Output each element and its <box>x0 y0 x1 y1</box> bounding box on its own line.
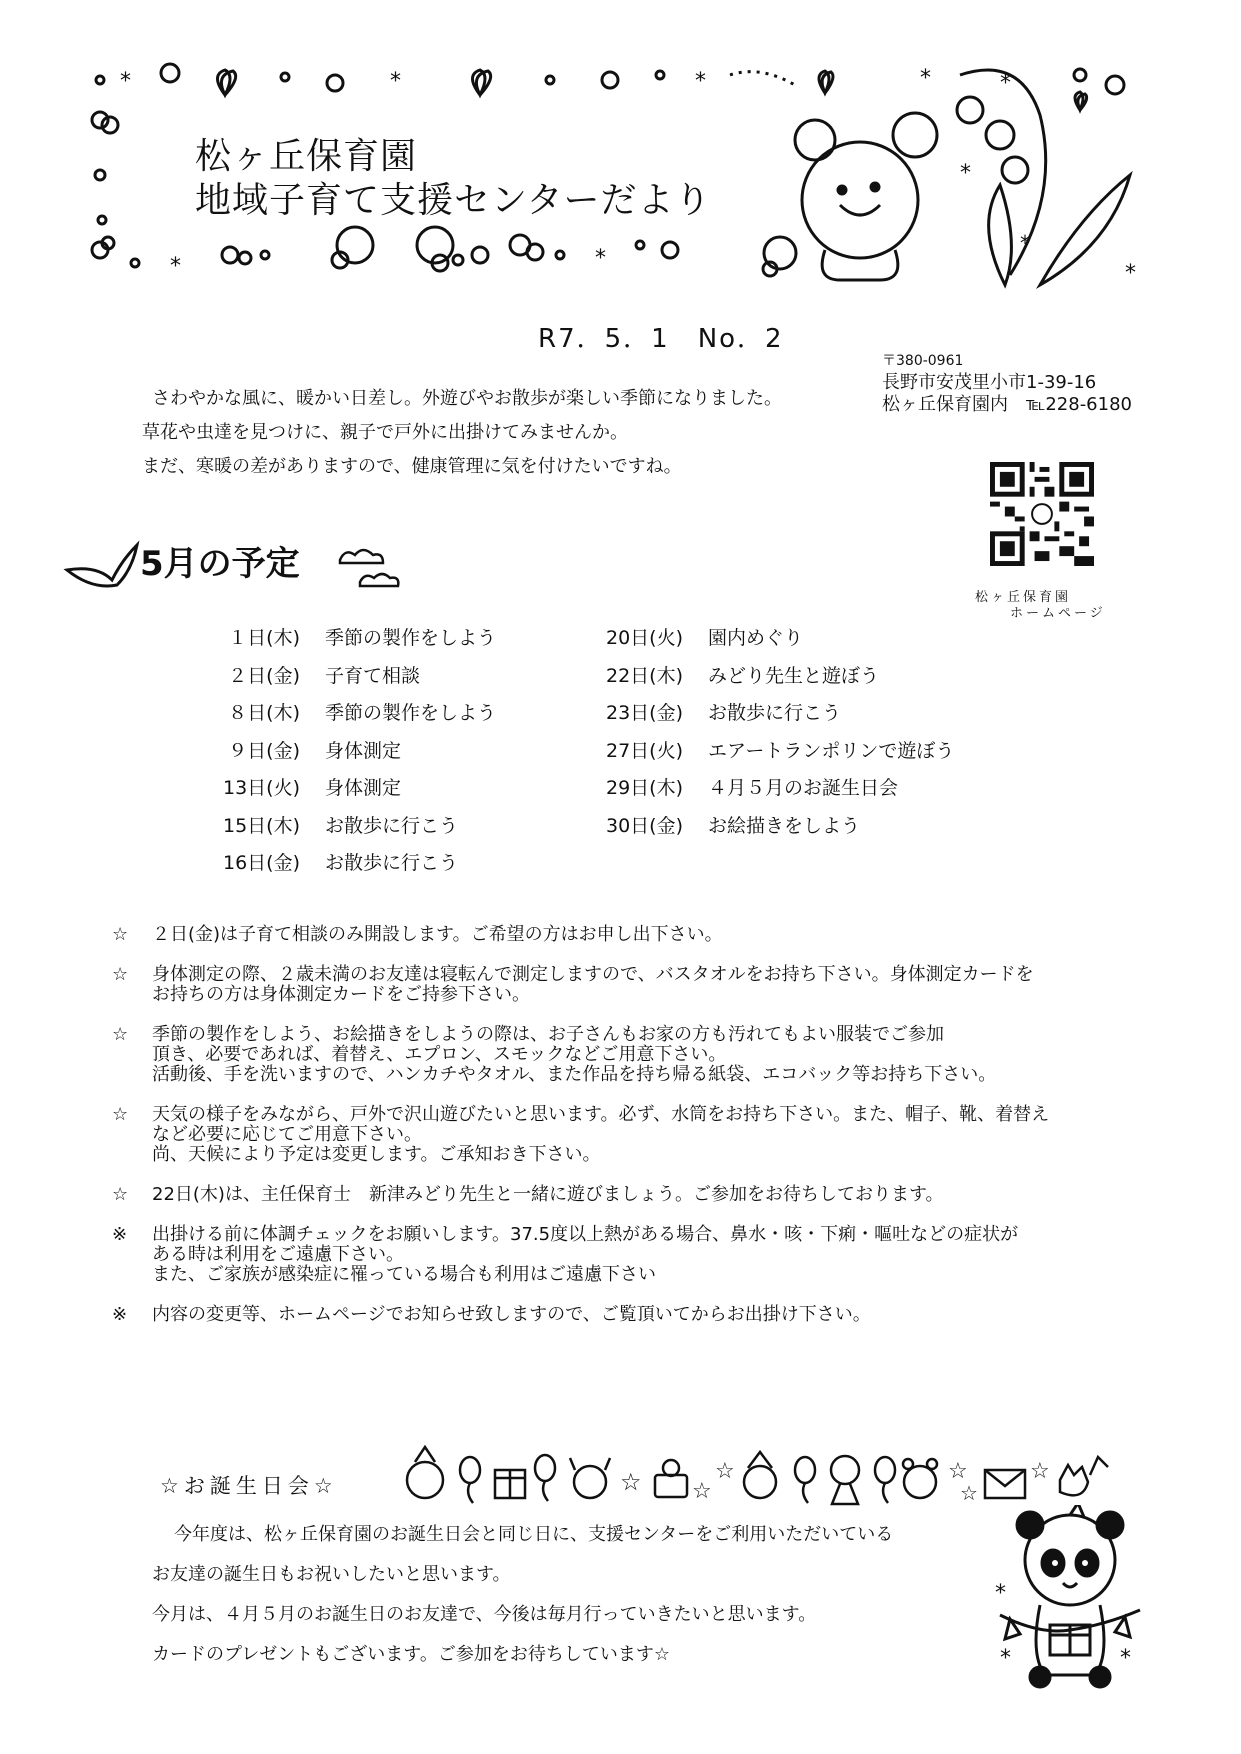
intro-text <box>142 382 872 484</box>
svg-text:*: * <box>960 161 971 186</box>
birthday-line: カードのプレゼントもございます。ご参加をお待ちしています☆ <box>152 1644 670 1665</box>
schedule-event: 子育て相談 <box>325 664 421 687</box>
svg-text:☆: ☆ <box>948 1459 968 1484</box>
schedule-row <box>195 656 496 694</box>
note-mark: ☆ <box>112 924 129 945</box>
schedule-row <box>578 693 954 731</box>
note-item <box>112 1105 1142 1165</box>
schedule-row <box>195 768 496 806</box>
note-line: ある時は利用をご遠慮下さい。 <box>152 1244 404 1265</box>
intro-line: まだ、寒暖の差がありますので、健康管理に気を付けたいですね。 <box>142 456 682 477</box>
note-line: 頂き、必要であれば、着替え、エプロン、スモックなどご用意下さい。 <box>152 1044 727 1065</box>
panda-illustration <box>995 1505 1145 1695</box>
qr-label <box>975 590 1106 622</box>
postal-code: 〒380-0961 <box>882 353 964 369</box>
title-line-2: 地域子育て支援センターだより <box>195 180 712 221</box>
svg-text:*: * <box>695 69 706 94</box>
schedule-row <box>578 731 954 769</box>
schedule-row <box>578 768 954 806</box>
schedule-event: お散歩に行こう <box>708 702 842 725</box>
birthday-line: お友達の誕生日もお祝いしたいと思います。 <box>152 1564 511 1585</box>
schedule-date: 22日(木) <box>605 664 683 687</box>
schedule-event: 身体測定 <box>325 739 402 762</box>
note-line: 出掛ける前に体調チェックをお願いします。37.5度以上熱がある場合、鼻水・咳・下痢・嘔吐などの症状が <box>152 1224 1019 1245</box>
svg-text:*: * <box>170 254 181 279</box>
note-item <box>112 1305 1142 1325</box>
schedule-event: お絵描きをしよう <box>708 814 861 837</box>
svg-text:*: * <box>1000 1646 1011 1671</box>
birthday-icons-row <box>400 1440 1120 1510</box>
svg-text:*: * <box>1125 261 1136 286</box>
svg-text:*: * <box>595 246 606 271</box>
schedule-date: ２日(金) <box>228 664 300 687</box>
svg-text:*: * <box>1120 1646 1131 1671</box>
note-line: 22日(木)は、主任保育士 新津みどり先生と一緒に遊びましょう。ご参加をお待ちしております。 <box>152 1184 944 1205</box>
svg-text:☆: ☆ <box>620 1468 642 1496</box>
schedule-date: 27日(火) <box>605 739 683 762</box>
page-title <box>195 135 712 223</box>
schedule-date: ９日(金) <box>228 739 300 762</box>
schedule-row <box>195 843 496 881</box>
svg-text:☆: ☆ <box>960 1481 978 1505</box>
address-block <box>882 350 1132 416</box>
note-line: ２日(金)は子育て相談のみ開設します。ご希望の方はお申し出下さい。 <box>152 924 723 945</box>
intro-line: さわやかな風に、暖かい日差し。外遊びやお散歩が楽しい季節になりました。 <box>152 388 782 409</box>
schedule-date: 16日(金) <box>222 852 300 875</box>
schedule-event: お散歩に行こう <box>325 852 459 875</box>
schedule-right-column <box>578 618 954 843</box>
svg-text:*: * <box>1020 231 1030 255</box>
svg-text:*: * <box>920 66 931 91</box>
schedule-event: 園内めぐり <box>708 627 804 650</box>
schedule-event: 季節の製作をしよう <box>325 702 497 725</box>
schedule-event: 身体測定 <box>325 777 402 800</box>
note-mark: ☆ <box>112 964 129 985</box>
schedule-date: 23日(金) <box>605 702 683 725</box>
note-line: お持ちの方は身体測定カードをご持参下さい。 <box>152 984 530 1005</box>
schedule-row <box>195 806 496 844</box>
note-mark: ☆ <box>112 1024 129 1045</box>
note-line: 天気の様子をみながら、戸外で沢山遊びたいと思います。必ず、水筒をお持ち下さい。また、帽子、靴、着替え <box>152 1104 1050 1125</box>
note-item <box>112 1225 1142 1285</box>
schedule-date: １日(木) <box>228 627 300 650</box>
address-line-1: 長野市安茂里小市1-39-16 <box>882 372 1097 393</box>
note-line: 尚、天候により予定は変更します。ご承知おき下さい。 <box>152 1144 601 1165</box>
swallow-icon <box>62 540 142 590</box>
birthday-line: 今月は、４月５月のお誕生日のお友達で、今後は毎月行っていきたいと思います。 <box>152 1604 817 1625</box>
birthday-text <box>152 1515 992 1675</box>
schedule-title: 5月の予定 <box>140 544 300 584</box>
svg-text:☆: ☆ <box>715 1459 735 1484</box>
note-mark: ※ <box>112 1224 128 1245</box>
schedule-event: エアートランポリンで遊ぼう <box>708 739 955 762</box>
schedule-event: ４月５月のお誕生日会 <box>708 777 899 800</box>
schedule-date: 29日(木) <box>605 777 683 800</box>
schedule-event: お散歩に行こう <box>325 814 459 837</box>
svg-text:*: * <box>390 69 401 94</box>
schedule-row <box>578 656 954 694</box>
schedule-date: 20日(火) <box>605 627 683 650</box>
svg-text:☆: ☆ <box>1030 1459 1050 1484</box>
issue-number: R7．5．1 No．2 <box>538 324 784 354</box>
note-line: 身体測定の際、２歳未満のお友達は寝転んで測定しますので、バスタオルをお持ち下さい。身体測定カードを <box>152 964 1034 985</box>
schedule-row <box>195 618 496 656</box>
note-item <box>112 965 1142 1005</box>
schedule-left-column <box>195 618 496 881</box>
svg-text:*: * <box>995 1581 1006 1606</box>
note-item <box>112 1185 1142 1205</box>
note-line: など必要に応じてご用意下さい。 <box>152 1124 422 1145</box>
note-line: 季節の製作をしよう、お絵描きをしようの際は、お子さんもお家の方も汚れてもよい服装でご参加 <box>152 1024 944 1045</box>
note-mark: ※ <box>112 1304 128 1325</box>
note-line: 内容の変更等、ホームページでお知らせ致しますので、ご覧頂いてからお出掛け下さい。 <box>152 1304 871 1325</box>
schedule-row <box>195 731 496 769</box>
schedule-event: みどり先生と遊ぼう <box>708 664 880 687</box>
notes-list <box>112 925 1142 1345</box>
svg-text:☆: ☆ <box>692 1479 712 1504</box>
birthday-line: 今年度は、松ヶ丘保育園のお誕生日会と同じ日に、支援センターをご利用いただいている <box>174 1524 894 1545</box>
schedule-event: 季節の製作をしよう <box>325 627 497 650</box>
note-line: 活動後、手を洗いますので、ハンカチやタオル、また作品を持ち帰る紙袋、エコバック等お持ち下さい。 <box>152 1064 997 1085</box>
intro-line: 草花や虫達を見つけに、親子で戸外に出掛けてみませんか。 <box>142 422 628 443</box>
schedule-date: ８日(木) <box>228 702 300 725</box>
schedule-date: 15日(木) <box>222 814 300 837</box>
schedule-date: 13日(火) <box>222 777 300 800</box>
cloud-icon <box>335 540 405 590</box>
schedule-row <box>578 618 954 656</box>
schedule-row <box>578 806 954 844</box>
note-mark: ☆ <box>112 1104 129 1125</box>
title-line-1: 松ヶ丘保育園 <box>195 136 418 177</box>
qr-label-line-1: 松ヶ丘保育園 <box>975 590 1072 605</box>
note-line: また、ご家族が感染症に罹っている場合も利用はご遠慮下さい <box>152 1264 656 1285</box>
schedule-row <box>195 693 496 731</box>
note-item <box>112 1025 1142 1085</box>
svg-text:*: * <box>1000 71 1011 96</box>
svg-text:*: * <box>120 69 131 94</box>
address-line-2: 松ヶ丘保育園内 ℡228-6180 <box>882 394 1132 415</box>
schedule-date: 30日(金) <box>605 814 683 837</box>
birthday-title: ☆お誕生日会☆ <box>160 1474 338 1498</box>
note-mark: ☆ <box>112 1184 129 1205</box>
note-item <box>112 925 1142 945</box>
qr-label-line-2: ホームページ <box>1010 606 1106 621</box>
qr-code[interactable] <box>990 462 1094 566</box>
